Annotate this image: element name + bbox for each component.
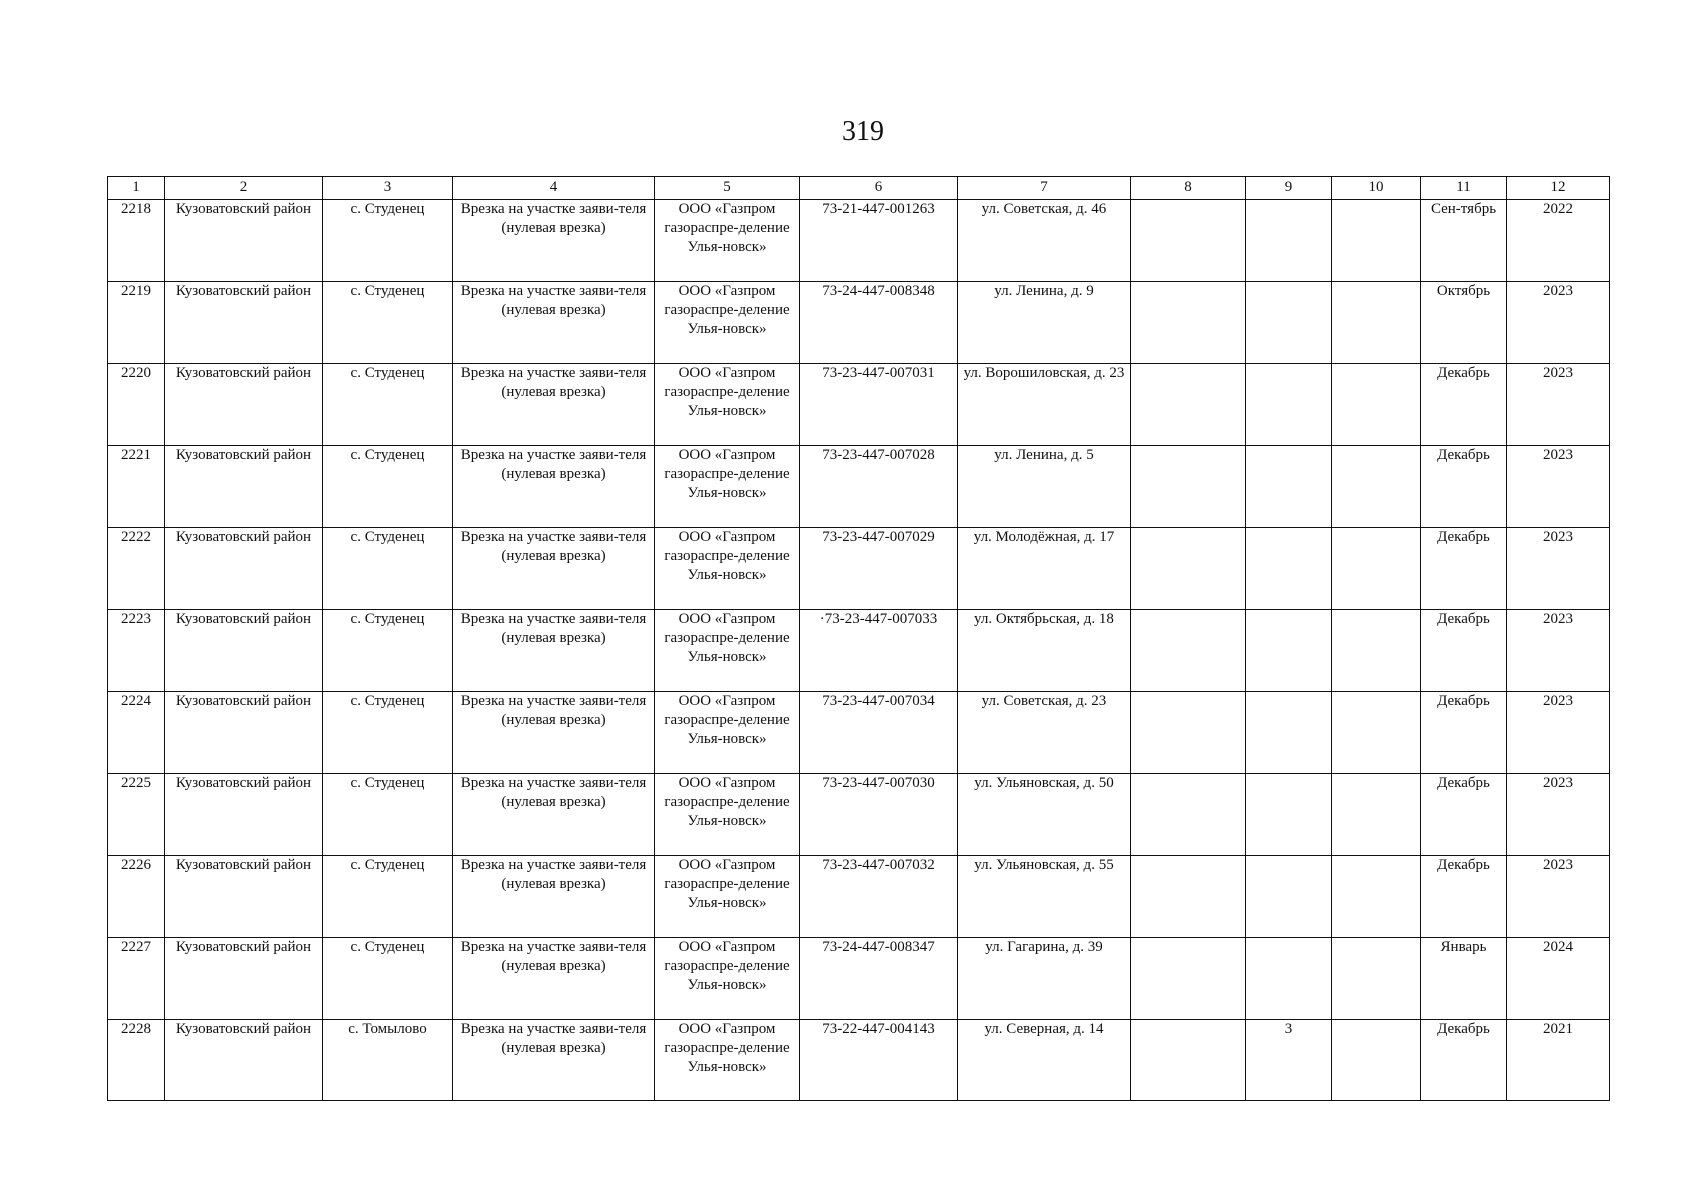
- column-9-cell: [1246, 774, 1332, 856]
- column-8-cell: [1131, 282, 1246, 364]
- object-code-cell: 73-23-447-007034: [800, 692, 958, 774]
- column-9-cell: [1246, 856, 1332, 938]
- organization-cell: ООО «Газпром газораспре-деление Улья-новск»: [655, 1020, 800, 1101]
- column-header: 8: [1131, 177, 1246, 200]
- month-cell: Сен-тябрь: [1421, 200, 1507, 282]
- work-type-cell: Врезка на участке заяви-теля (нулевая врезка): [453, 282, 655, 364]
- column-header: 10: [1332, 177, 1421, 200]
- table-row: [108, 282, 1610, 364]
- column-10-cell: [1332, 856, 1421, 938]
- object-code-cell: 73-23-447-007032: [800, 856, 958, 938]
- month-cell: Декабрь: [1421, 856, 1507, 938]
- year-cell: 2023: [1507, 364, 1610, 446]
- settlement-cell: с. Студенец: [323, 528, 453, 610]
- column-10-cell: [1332, 1020, 1421, 1101]
- row-number: 2222: [108, 528, 165, 610]
- column-header: 6: [800, 177, 958, 200]
- district-cell: Кузоватовский район: [165, 610, 323, 692]
- month-cell: Октябрь: [1421, 282, 1507, 364]
- column-9-cell: [1246, 446, 1332, 528]
- organization-cell: ООО «Газпром газораспре-деление Улья-новск»: [655, 200, 800, 282]
- work-type-cell: Врезка на участке заяви-теля (нулевая врезка): [453, 774, 655, 856]
- month-cell: Декабрь: [1421, 774, 1507, 856]
- column-9-cell: [1246, 364, 1332, 446]
- column-8-cell: [1131, 938, 1246, 1020]
- row-number: 2223: [108, 610, 165, 692]
- settlement-cell: с. Студенец: [323, 446, 453, 528]
- column-8-cell: [1131, 446, 1246, 528]
- organization-cell: ООО «Газпром газораспре-деление Улья-новск»: [655, 364, 800, 446]
- column-8-cell: [1131, 774, 1246, 856]
- district-cell: Кузоватовский район: [165, 692, 323, 774]
- column-9-cell: [1246, 528, 1332, 610]
- column-9-cell: [1246, 282, 1332, 364]
- district-cell: Кузоватовский район: [165, 856, 323, 938]
- column-header: 4: [453, 177, 655, 200]
- column-header: 12: [1507, 177, 1610, 200]
- column-8-cell: [1131, 364, 1246, 446]
- table-row: [108, 692, 1610, 774]
- column-10-cell: [1332, 938, 1421, 1020]
- district-cell: Кузоватовский район: [165, 282, 323, 364]
- address-cell: ул. Гагарина, д. 39: [958, 938, 1131, 1020]
- column-9-cell: [1246, 200, 1332, 282]
- object-code-cell: ·73-23-447-007033: [800, 610, 958, 692]
- month-cell: Декабрь: [1421, 446, 1507, 528]
- settlement-cell: с. Студенец: [323, 938, 453, 1020]
- year-cell: 2023: [1507, 446, 1610, 528]
- organization-cell: ООО «Газпром газораспре-деление Улья-новск»: [655, 610, 800, 692]
- column-10-cell: [1332, 692, 1421, 774]
- column-8-cell: [1131, 1020, 1246, 1101]
- work-type-cell: Врезка на участке заяви-теля (нулевая врезка): [453, 446, 655, 528]
- column-8-cell: [1131, 692, 1246, 774]
- register-body: [108, 200, 1610, 1101]
- column-9-cell: [1246, 938, 1332, 1020]
- month-cell: Декабрь: [1421, 364, 1507, 446]
- column-header: 11: [1421, 177, 1507, 200]
- settlement-cell: с. Студенец: [323, 774, 453, 856]
- settlement-cell: с. Студенец: [323, 856, 453, 938]
- object-code-cell: 73-22-447-004143: [800, 1020, 958, 1101]
- work-type-cell: Врезка на участке заяви-теля (нулевая врезка): [453, 856, 655, 938]
- district-cell: Кузоватовский район: [165, 774, 323, 856]
- year-cell: 2021: [1507, 1020, 1610, 1101]
- address-cell: ул. Ульяновская, д. 55: [958, 856, 1131, 938]
- settlement-cell: с. Студенец: [323, 610, 453, 692]
- address-cell: ул. Молодёжная, д. 17: [958, 528, 1131, 610]
- month-cell: Декабрь: [1421, 1020, 1507, 1101]
- row-number: 2224: [108, 692, 165, 774]
- object-code-cell: 73-24-447-008347: [800, 938, 958, 1020]
- address-cell: ул. Октябрьская, д. 18: [958, 610, 1131, 692]
- table-row: [108, 1020, 1610, 1101]
- page-number: 319: [842, 116, 884, 147]
- address-cell: ул. Ворошиловская, д. 23: [958, 364, 1131, 446]
- year-cell: 2023: [1507, 528, 1610, 610]
- settlement-cell: с. Студенец: [323, 364, 453, 446]
- address-cell: ул. Ульяновская, д. 50: [958, 774, 1131, 856]
- settlement-cell: с. Томылово: [323, 1020, 453, 1101]
- district-cell: Кузоватовский район: [165, 446, 323, 528]
- row-number: 2219: [108, 282, 165, 364]
- district-cell: Кузоватовский район: [165, 938, 323, 1020]
- row-number: 2227: [108, 938, 165, 1020]
- organization-cell: ООО «Газпром газораспре-деление Улья-новск»: [655, 282, 800, 364]
- organization-cell: ООО «Газпром газораспре-деление Улья-новск»: [655, 774, 800, 856]
- column-8-cell: [1131, 528, 1246, 610]
- address-cell: ул. Советская, д. 46: [958, 200, 1131, 282]
- column-header: 7: [958, 177, 1131, 200]
- table-row: [108, 774, 1610, 856]
- organization-cell: ООО «Газпром газораспре-деление Улья-новск»: [655, 856, 800, 938]
- organization-cell: ООО «Газпром газораспре-деление Улья-новск»: [655, 938, 800, 1020]
- work-type-cell: Врезка на участке заяви-теля (нулевая врезка): [453, 610, 655, 692]
- table-row: [108, 200, 1610, 282]
- year-cell: 2022: [1507, 200, 1610, 282]
- table-row: [108, 528, 1610, 610]
- work-type-cell: Врезка на участке заяви-теля (нулевая врезка): [453, 1020, 655, 1101]
- settlement-cell: с. Студенец: [323, 282, 453, 364]
- column-header: 3: [323, 177, 453, 200]
- column-8-cell: [1131, 610, 1246, 692]
- table-row: [108, 610, 1610, 692]
- work-type-cell: Врезка на участке заяви-теля (нулевая врезка): [453, 938, 655, 1020]
- row-number: 2220: [108, 364, 165, 446]
- work-type-cell: Врезка на участке заяви-теля (нулевая врезка): [453, 528, 655, 610]
- district-cell: Кузоватовский район: [165, 1020, 323, 1101]
- district-cell: Кузоватовский район: [165, 200, 323, 282]
- row-number: 2226: [108, 856, 165, 938]
- organization-cell: ООО «Газпром газораспре-деление Улья-новск»: [655, 446, 800, 528]
- column-9-cell: 3: [1246, 1020, 1332, 1101]
- table-row: [108, 856, 1610, 938]
- column-10-cell: [1332, 200, 1421, 282]
- row-number: 2225: [108, 774, 165, 856]
- object-code-cell: 73-23-447-007029: [800, 528, 958, 610]
- organization-cell: ООО «Газпром газораспре-деление Улья-новск»: [655, 528, 800, 610]
- row-number: 2228: [108, 1020, 165, 1101]
- work-type-cell: Врезка на участке заяви-теля (нулевая врезка): [453, 200, 655, 282]
- column-8-cell: [1131, 856, 1246, 938]
- object-code-cell: 73-24-447-008348: [800, 282, 958, 364]
- column-header: 9: [1246, 177, 1332, 200]
- district-cell: Кузоватовский район: [165, 364, 323, 446]
- column-10-cell: [1332, 446, 1421, 528]
- column-10-cell: [1332, 610, 1421, 692]
- month-cell: Январь: [1421, 938, 1507, 1020]
- organization-cell: ООО «Газпром газораспре-деление Улья-новск»: [655, 692, 800, 774]
- address-cell: ул. Ленина, д. 5: [958, 446, 1131, 528]
- month-cell: Декабрь: [1421, 692, 1507, 774]
- row-number: 2218: [108, 200, 165, 282]
- column-10-cell: [1332, 774, 1421, 856]
- column-header: 5: [655, 177, 800, 200]
- address-cell: ул. Северная, д. 14: [958, 1020, 1131, 1101]
- month-cell: Декабрь: [1421, 610, 1507, 692]
- column-10-cell: [1332, 364, 1421, 446]
- column-9-cell: [1246, 692, 1332, 774]
- year-cell: 2024: [1507, 938, 1610, 1020]
- work-type-cell: Врезка на участке заяви-теля (нулевая врезка): [453, 364, 655, 446]
- object-code-cell: 73-21-447-001263: [800, 200, 958, 282]
- settlement-cell: с. Студенец: [323, 692, 453, 774]
- object-code-cell: 73-23-447-007030: [800, 774, 958, 856]
- table-row: [108, 938, 1610, 1020]
- work-type-cell: Врезка на участке заяви-теля (нулевая врезка): [453, 692, 655, 774]
- address-cell: ул. Ленина, д. 9: [958, 282, 1131, 364]
- object-code-cell: 73-23-447-007028: [800, 446, 958, 528]
- column-10-cell: [1332, 528, 1421, 610]
- table-row: [108, 446, 1610, 528]
- settlement-cell: с. Студенец: [323, 200, 453, 282]
- table-row: [108, 364, 1610, 446]
- column-number-row: [108, 177, 1610, 200]
- register-table: [107, 176, 1610, 1101]
- column-10-cell: [1332, 282, 1421, 364]
- year-cell: 2023: [1507, 774, 1610, 856]
- year-cell: 2023: [1507, 692, 1610, 774]
- address-cell: ул. Советская, д. 23: [958, 692, 1131, 774]
- object-code-cell: 73-23-447-007031: [800, 364, 958, 446]
- column-8-cell: [1131, 200, 1246, 282]
- year-cell: 2023: [1507, 282, 1610, 364]
- column-header: 1: [108, 177, 165, 200]
- column-header: 2: [165, 177, 323, 200]
- month-cell: Декабрь: [1421, 528, 1507, 610]
- district-cell: Кузоватовский район: [165, 528, 323, 610]
- year-cell: 2023: [1507, 856, 1610, 938]
- row-number: 2221: [108, 446, 165, 528]
- column-9-cell: [1246, 610, 1332, 692]
- year-cell: 2023: [1507, 610, 1610, 692]
